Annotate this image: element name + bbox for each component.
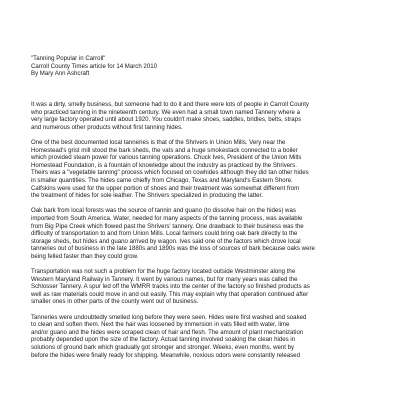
paragraph <box>31 101 371 131</box>
paragraph-line: imported from South America. Water, needed for many aspects of the tanning process, was available <box>31 214 303 222</box>
paragraph-line: storage sheds, but hides and guano arrived by wagon. Ives said one of the factors which drove local <box>31 237 301 245</box>
article-byline: By Mary Ann Ashcraft <box>31 70 90 78</box>
paragraph-line: who practiced tanning in the nineteenth century. We even had a small town named Tannery where a <box>31 108 300 116</box>
paragraph-line: being felled faster than they could grow. <box>31 252 139 260</box>
paragraph <box>31 139 371 200</box>
article-header <box>31 55 371 78</box>
paragraph-line: difficulty of transportation to and from Union Mills. Local farmers could bring oak bark directly to the <box>31 230 298 238</box>
paragraph-line: before the hides were finally ready for shipping. Meanwhile, noxious odors were constantly released <box>31 351 300 359</box>
paragraph-line: which provided steam power for various tanning operations. Chuck Ives, President of the Union Mills <box>31 154 302 162</box>
paragraph-line: very large factory operated until about 1920. You couldn't make shoes, saddles, bridles, belts, straps <box>31 116 302 124</box>
paragraph-line: and/or guano and the hides were scraped clean of hair and flesh. The amount of plant mechanization <box>31 328 304 336</box>
paragraph-line: Calfskins were used for the upper portion of shoes and their treatment was somewhat different from <box>31 184 300 192</box>
paragraph-line: Homestead Foundation, is a fountain of knowledge about the industry as practiced by the Shrivers. <box>31 161 297 169</box>
paragraph-line: Tanneries were undoubtedly smelled long before they were seen. Hides were first washed and soaked <box>31 313 307 321</box>
paragraph-line: the treatment of hides for sole leather. The Shrivers specialized in producing the latter. <box>31 192 263 200</box>
paragraph-line: probably depended upon the size of the factory. Actual tanning involved soaking the clean hides in <box>31 336 296 344</box>
paragraph <box>31 268 371 306</box>
article-title: "Tanning Popular in Carroll" <box>31 55 106 62</box>
paragraph-line: tanneries out of business in the late 1880s and 1890s was the loss of sources of bark because oaks were <box>31 245 315 253</box>
paragraph-line: One of the best documented local tanneries is that of the Shrivers in Union Mills. Very near the <box>31 138 286 146</box>
paragraph-line: Western Maryland Railway in Tannery. It went by various names, but for many years was called the <box>31 275 298 283</box>
paragraph-line: and numerous other products without first tanning hides. <box>31 123 183 131</box>
paragraph-line: Schlosser Tannery. A spur led off the WMRR tracks into the center of the factory so finished products as <box>31 283 310 291</box>
paragraph-line: in smaller quantities. The hides came chiefly from Chicago, Texas and Maryland's Eastern Shore. <box>31 176 293 184</box>
paragraph <box>31 314 371 360</box>
article-body <box>31 101 371 367</box>
paragraph-line: from Big Pipe Creek which flowed past the Shrivers' tannery. One drawback to their business was the <box>31 222 304 230</box>
paragraph-line: smaller ones in other parts of the county went out of business. <box>31 298 199 306</box>
paragraph-line: Homestead's grist mill stood the bark sheds, the vats and a huge smokestack connected to a boiler <box>31 146 298 154</box>
paragraph-line: to clean and soften them. Next the hair was loosened by immersion in vats filled with water, lime <box>31 321 290 329</box>
paragraph-line: well as raw materials could move in and out easily. This may explain why that operation continued after <box>31 290 309 298</box>
paragraph-line: Transportation was not such a problem for the huge factory located outside Westminster along the <box>31 268 296 276</box>
article-source: Carroll County Times article for 14 March 2010 <box>31 62 157 70</box>
paragraph-line: Theirs was a "vegetable tanning" process which focused on cowhides although they did tan other hides <box>31 169 309 177</box>
paragraph-line: It was a dirty, smelly business, but someone had to do it and there were lots of people in Carroll County <box>31 101 309 108</box>
paragraph <box>31 207 371 260</box>
paragraph-line: Oak bark from local forests was the source of tannin and guano (to dissolve hair on the hides) was <box>31 207 296 215</box>
paragraph-line: solutions of ground bark which gradually got stronger and stronger. Weeks, even months, went by <box>31 344 295 351</box>
